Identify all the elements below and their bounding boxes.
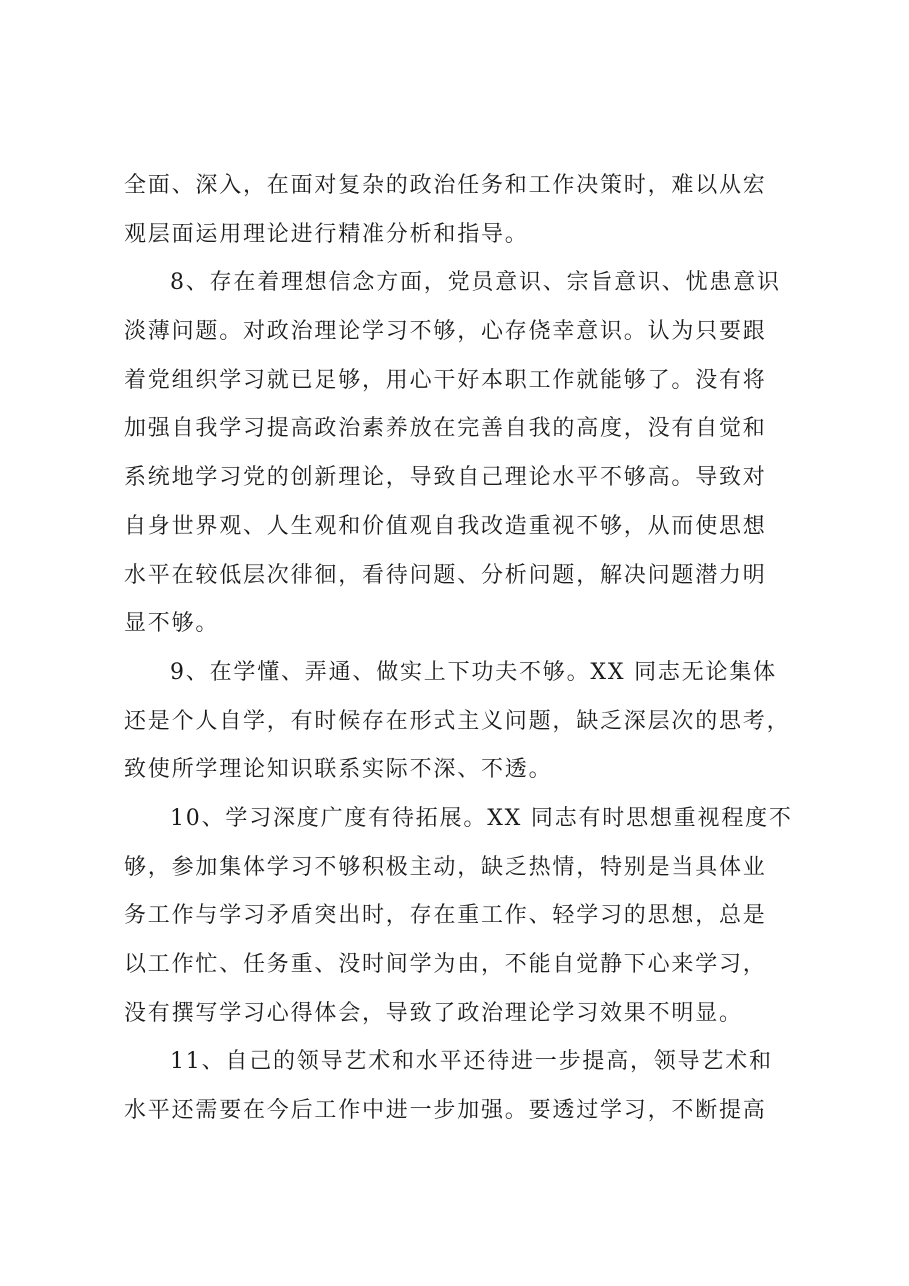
text-line: 以工作忙、任务重、没时间学为由，不能自觉静下心来学习， — [124, 952, 767, 977]
document-body — [124, 162, 796, 1136]
paragraph-first-line: 8、存在着理想信念方面，党员意识、宗旨意识、忧患意识 — [170, 270, 781, 296]
text-line: 还是个人自学，有时候存在形式主义问题，缺乏深层次的思考， — [124, 708, 791, 734]
text-line: 着党组织学习就已足够，用心干好本职工作就能够了。没有将 — [124, 367, 767, 393]
text-line: 淡薄问题。对政治理论学习不够，心存侥幸意识。认为只要跟 — [124, 319, 767, 345]
text-line: 加强自我学习提高政治素养放在完善自我的高度，没有自觉和 — [124, 416, 767, 442]
text-line: 务工作与学习矛盾突出时，存在重工作、轻学习的思想，总是 — [124, 903, 767, 929]
text-line: 系统地学习党的创新理论，导致自己理论水平不够高。导致对 — [124, 465, 767, 491]
paragraph-first-line: 9、在学懂、弄通、做实上下功夫不够。XX 同志无论集体 — [170, 659, 777, 685]
text-line: 观层面运用理论进行精准分析和指导。 — [124, 221, 529, 247]
text-line: 致使所学理论知识联系实际不深、不透。 — [124, 757, 553, 783]
text-line: 没有撰写学习心得体会，导致了政治理论学习效果不明显。 — [124, 1000, 743, 1026]
text-line: 全面、深入，在面对复杂的政治任务和工作决策时，难以从宏 — [124, 173, 767, 198]
text-line: 显不够。 — [124, 611, 220, 637]
text-line: 水平在较低层次徘徊，看待问题、分析问题，解决问题潜力明 — [124, 562, 767, 588]
text-line: 水平还需要在今后工作中进一步加强。要透过学习，不断提高 — [124, 1098, 767, 1124]
text-line: 自身世界观、人生观和价值观自我改造重视不够，从而使思想 — [124, 513, 767, 539]
text-line: 够，参加集体学习不够积极主动，缺乏热情，特别是当具体业 — [124, 854, 767, 880]
paragraph-first-line: 11、自己的领导艺术和水平还待进一步提高，领导艺术和 — [170, 1049, 773, 1075]
paragraph-first-line: 10、学习深度广度有待拓展。XX 同志有时思想重视程度不 — [170, 805, 793, 831]
